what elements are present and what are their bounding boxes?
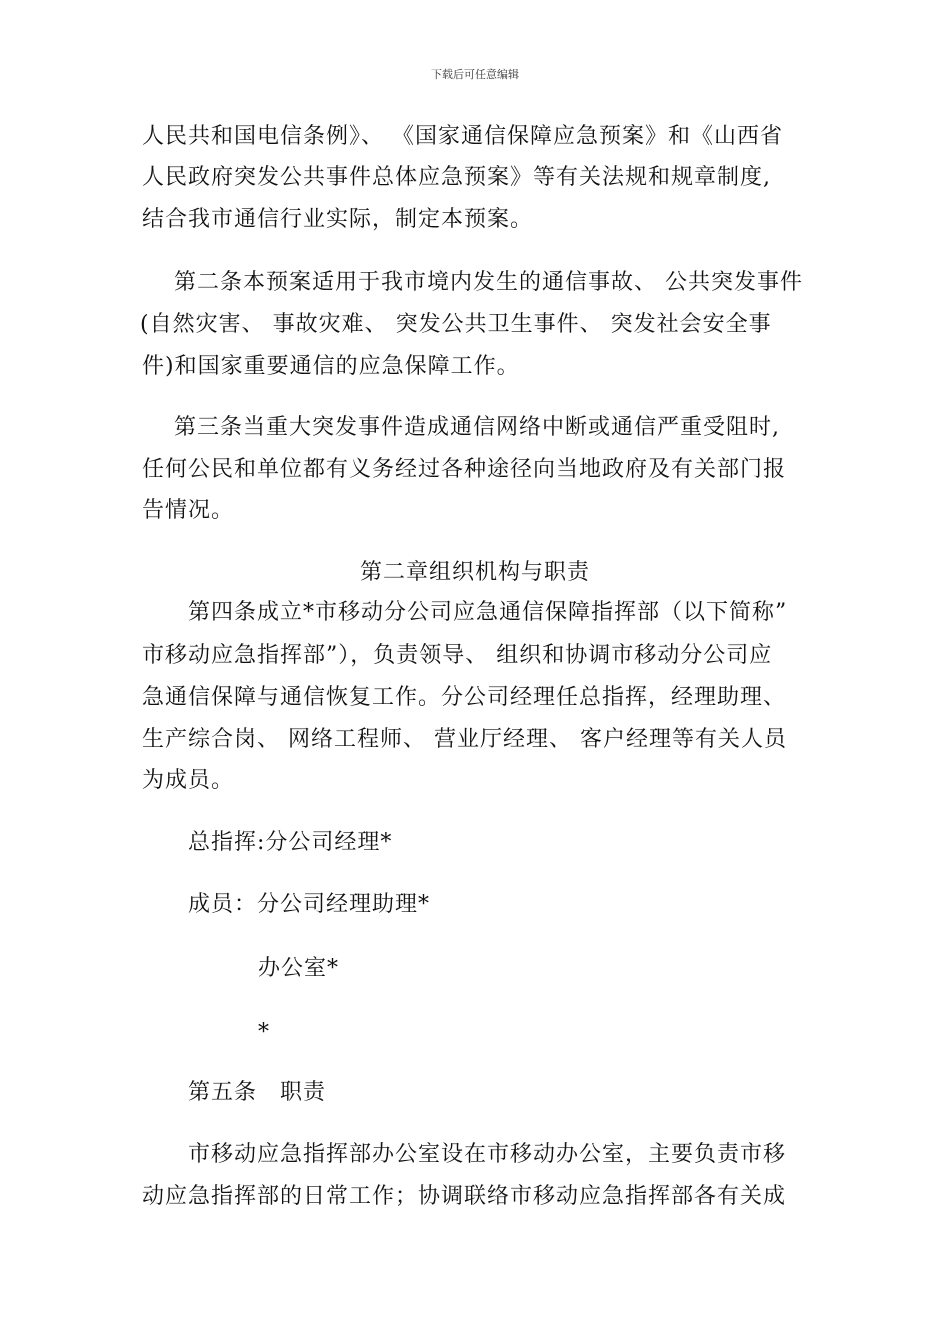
commander-line: 总指挥:分公司经理* bbox=[188, 830, 393, 855]
text-line: 人民共和国电信条例》、 《国家通信保障应急预案》和《山西省 bbox=[142, 124, 783, 149]
article-4-start: 第四条成立*市移动分公司应急通信保障指挥部（以下简称” bbox=[188, 600, 788, 625]
text-line: 生产综合岗、 网络工程师、 营业厅经理、 客户经理等有关人员 bbox=[142, 727, 787, 752]
members-line: 成员：分公司经理助理* bbox=[188, 892, 431, 917]
article-3-start: 第三条当重大突发事件造成通信网络中断或通信严重受阻时, bbox=[174, 415, 780, 440]
article-2-start: 第二条本预案适用于我市境内发生的通信事故、 公共突发事件 bbox=[174, 270, 803, 295]
text-line: 任何公民和单位都有义务经过各种途径向当地政府及有关部门报 bbox=[142, 457, 787, 482]
text-line: 结合我市通信行业实际，制定本预案。 bbox=[142, 207, 534, 232]
text-line: 动应急指挥部的日常工作；协调联络市移动应急指挥部各有关成 bbox=[142, 1184, 787, 1209]
article-5-start: 市移动应急指挥部办公室设在市移动办公室，主要负责市移 bbox=[188, 1142, 787, 1167]
text-line: 急通信保障与通信恢复工作。分公司经理任总指挥，经理助理、 bbox=[142, 685, 787, 710]
text-line: (自然灾害、 事故灾难、 突发公共卫生事件、 突发社会安全事 bbox=[140, 312, 772, 337]
article-5-heading: 第五条 职责 bbox=[188, 1080, 327, 1105]
page-header: 下载后可任意编辑 bbox=[431, 68, 519, 81]
text-line: 告情况。 bbox=[142, 498, 235, 523]
text-line: 件)和国家重要通信的应急保障工作。 bbox=[142, 354, 520, 379]
text-line: 为成员。 bbox=[142, 768, 235, 793]
text-line: 市移动应急指挥部”），负责领导、 组织和协调市移动分公司应 bbox=[142, 643, 773, 668]
chapter-heading: 第二章组织机构与职责 bbox=[359, 560, 590, 585]
asterisk-line: * bbox=[258, 1020, 270, 1045]
office-line: 办公室* bbox=[258, 956, 340, 981]
text-line: 人民政府突发公共事件总体应急预案》等有关法规和规章制度, bbox=[142, 165, 771, 190]
